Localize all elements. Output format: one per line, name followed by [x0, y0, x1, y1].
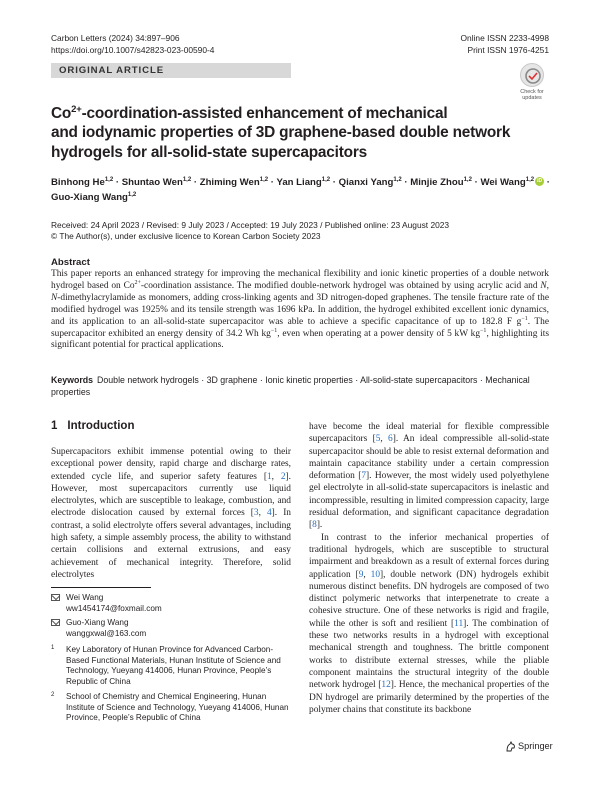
section-title: Introduction	[67, 420, 135, 432]
citation-link[interactable]: 3	[253, 508, 259, 519]
contact-name: Guo-Xiang Wang	[66, 618, 129, 627]
affiliation-number: 2	[51, 692, 55, 698]
section-heading-introduction	[51, 420, 144, 432]
author-name[interactable]: Zhiming Wen	[199, 177, 260, 188]
orcid-icon[interactable]: iD	[537, 178, 543, 184]
citation-link[interactable]: 9	[358, 569, 364, 580]
citation-link[interactable]: 6	[388, 434, 393, 445]
author-list: Binhong He$^{1,2}$ · Shuntao Wen$^{1,2}$ · Zhiming Wen$^{1,2}$ · Yan Liang$^{1,2}$ · Qianxi Yang$^{1,2}$ · Minjie Zhou$^{1,2}$ · Wei Wang$^{1,2}$ iD · Guo-Xiang Wang$^{1,2}$	[51, 177, 550, 203]
check-for-updates-badge[interactable]	[515, 63, 549, 101]
envelope-icon	[51, 619, 60, 626]
citation-link[interactable]: 11	[454, 618, 464, 629]
affiliation-text: Key Laboratory of Hunan Province for Advanced Carbon-Based Functional Materials, Hunan Institute of Science and Technology, Yueyang 414006, Hunan Province, People’s Republic of China	[66, 645, 281, 686]
author-affiliation: 1,2	[127, 192, 137, 198]
citation-link[interactable]: 1	[266, 471, 272, 482]
print-issn: Print ISSN 1976-4251	[467, 44, 549, 55]
author-name[interactable]: Wei Wang	[480, 177, 526, 188]
footnote-divider	[51, 587, 151, 588]
author-affiliation: 1,2	[525, 177, 535, 183]
author-name[interactable]: Shuntao Wen	[121, 177, 183, 188]
springer-logo	[505, 741, 555, 753]
check-for-updates-icon	[520, 63, 544, 87]
contact-email[interactable]: ww1454174@foxmail.com	[66, 603, 162, 613]
author-name[interactable]: Qianxi Yang	[338, 177, 394, 188]
envelope-icon	[51, 594, 60, 601]
author-affiliation: 1,2	[393, 177, 402, 183]
author-affiliation: 1,2	[259, 177, 269, 183]
publisher-name: Springer	[518, 741, 553, 751]
article-type: ORIGINAL ARTICLE	[59, 65, 165, 76]
article-history	[51, 220, 449, 242]
online-issn: Online ISSN 2233-4998	[460, 33, 549, 43]
article-title	[51, 104, 511, 162]
paragraph: have become the ideal material for flexible compressible supercapacitors [5, 6]. An ideal compressible all-solid-state supercapacitor should be able to resist external deformation and maintain capacitance stability under a certain compression deformation [7]. However, the most widely used polyethylene gel electrolyte in all-solid-state supercapacitors is inelastic and incompressible, resulting in limited compression capacity, large residual deformation, and significant capacitance degradation [8].	[309, 422, 549, 531]
author-affiliation: 1,2	[182, 177, 192, 183]
contact-email[interactable]: wanggxwal@163.com	[66, 628, 147, 638]
keywords-list: Double network hydrogels · 3D graphene · Ionic kinetic properties · All-solid-state supercapacitors · Mechanical properties	[51, 375, 530, 397]
citation-link[interactable]: 8	[312, 520, 317, 531]
abstract-body: This paper reports an enhanced strategy for improving the mechanical flexibility and ionic kinetic properties of a double network hydrogel based on $Co^{2+}$-coordination assistance. The modified double-network hydrogel was obtained by using acrylic acid and N, N-dimethylacrylamide as monomers, adding cross-linking agents and 3D nitrogen-doped graphenes. The tensile fracture rate of the modified hydrogel was 1925% and its tensile strength was 1696 kPa. In addition, the hydrogel exhibited excellent ionic dynamics, and its application to an all-solid-state supercapacitor was able to achieve a specific capacitance of up to 182.8 F $g^{-1}$. The supercapacitor exhibited an energy density of 34.2 Wh $kg^{-1}$, even when operating at a power density of 5 kW $kg^{-1}$, highlighting its significant potential for practical applications.	[51, 269, 550, 351]
citation-link[interactable]: 7	[361, 471, 367, 482]
citation-link[interactable]: 4	[266, 508, 272, 519]
running-header-right	[461, 33, 549, 56]
journal-citation: Carbon Letters (2024) 34:897–906	[51, 33, 180, 43]
title-line-1: $Co^{2+}-coordination$-assisted enhancement of mechanical	[51, 104, 448, 122]
author-affiliation: 1,2	[104, 177, 114, 183]
author-name[interactable]: Binhong He	[51, 177, 105, 188]
author-name[interactable]: Guo-Xiang Wang	[51, 192, 128, 203]
affiliation-number: 1	[51, 645, 55, 651]
citation-link[interactable]: 10	[370, 569, 380, 580]
title-line-2: and iodynamic properties of 3D graphene-based double network	[51, 124, 511, 142]
paragraph: Supercapacitors exhibit immense potential owing to their exceptional power density, rapid charge and discharge rates, extended cycle life, and superior safety features [1, 2]. However, most supercapacitors currently use liquid electrolytes, which are susceptible to leakage, combustion, and electrode dislocation caused by external forces [3, 4]. In contrast, a solid electrolyte offers several advantages, including high safety, a simple assembly process, the ability to withstand certain collisions and external extrusions, and easy achievement of mechanical integrity. Therefore, solid electrolytes	[51, 447, 291, 580]
author-name[interactable]: Minjie Zhou	[410, 177, 464, 188]
check-for-updates-label: Check for updates	[520, 89, 544, 101]
citation-link[interactable]: 2	[280, 471, 286, 482]
author-name[interactable]: Yan Liang	[276, 177, 322, 188]
keywords-label: Keywords	[51, 375, 94, 385]
copyright: © The Author(s), under exclusive licence to Korean Carbon Society 2023	[51, 231, 321, 241]
author-affiliation: 1,2	[463, 177, 472, 183]
history-dates: Received: 24 April 2023 / Revised: 9 July 2023 / Accepted: 19 July 2023 / Published online: 23 August 2023	[51, 220, 450, 230]
springer-horse-icon	[505, 741, 516, 752]
doi-link[interactable]: https://doi.org/10.1007/s42823-023-00590-4	[51, 44, 215, 55]
citation-link[interactable]: 12	[381, 680, 391, 691]
author-affiliation: 1,2	[321, 177, 331, 183]
right-column-text	[309, 421, 549, 716]
running-header-left	[51, 33, 214, 56]
article-type-bar	[51, 63, 291, 78]
keywords	[51, 374, 549, 398]
left-column-text	[51, 446, 291, 581]
affiliation-text: School of Chemistry and Chemical Engineering, Hunan Institute of Science and Technology, Yueyang 414006, Hunan Province, People’s Republic of China	[66, 692, 289, 723]
contact-name: Wei Wang	[66, 593, 104, 602]
title-line-3: hydrogels for all-solid-state supercapacitors	[51, 143, 367, 161]
citation-link[interactable]: 5	[375, 434, 381, 445]
section-number: 1	[51, 420, 58, 432]
abstract-heading: Abstract	[51, 257, 90, 268]
paragraph: In contrast to the inferior mechanical properties of traditional hydrogels, which are susceptible to structural impairment and breakdown as a result of external forces during application [9, 10], double network (DN) hydrogels exhibit numerous distinct benefits. DN hydrogels are composed of two distinct polymeric networks that interpenetrate to create a cohesive structure. One of these networks is rigid and fragile, while the other is soft and resilient [11]. The combination of these two networks results in a hydrogel with exceptional mechanical strength and toughness. The brittle component works to distribute external stresses, while the pliable component maintains the structural integrity of the double network hydrogel [12]. Hence, the mechanical properties of the DN hydrogel are primarily determined by the properties of the polymer chains that constitute its backbone	[309, 532, 550, 715]
